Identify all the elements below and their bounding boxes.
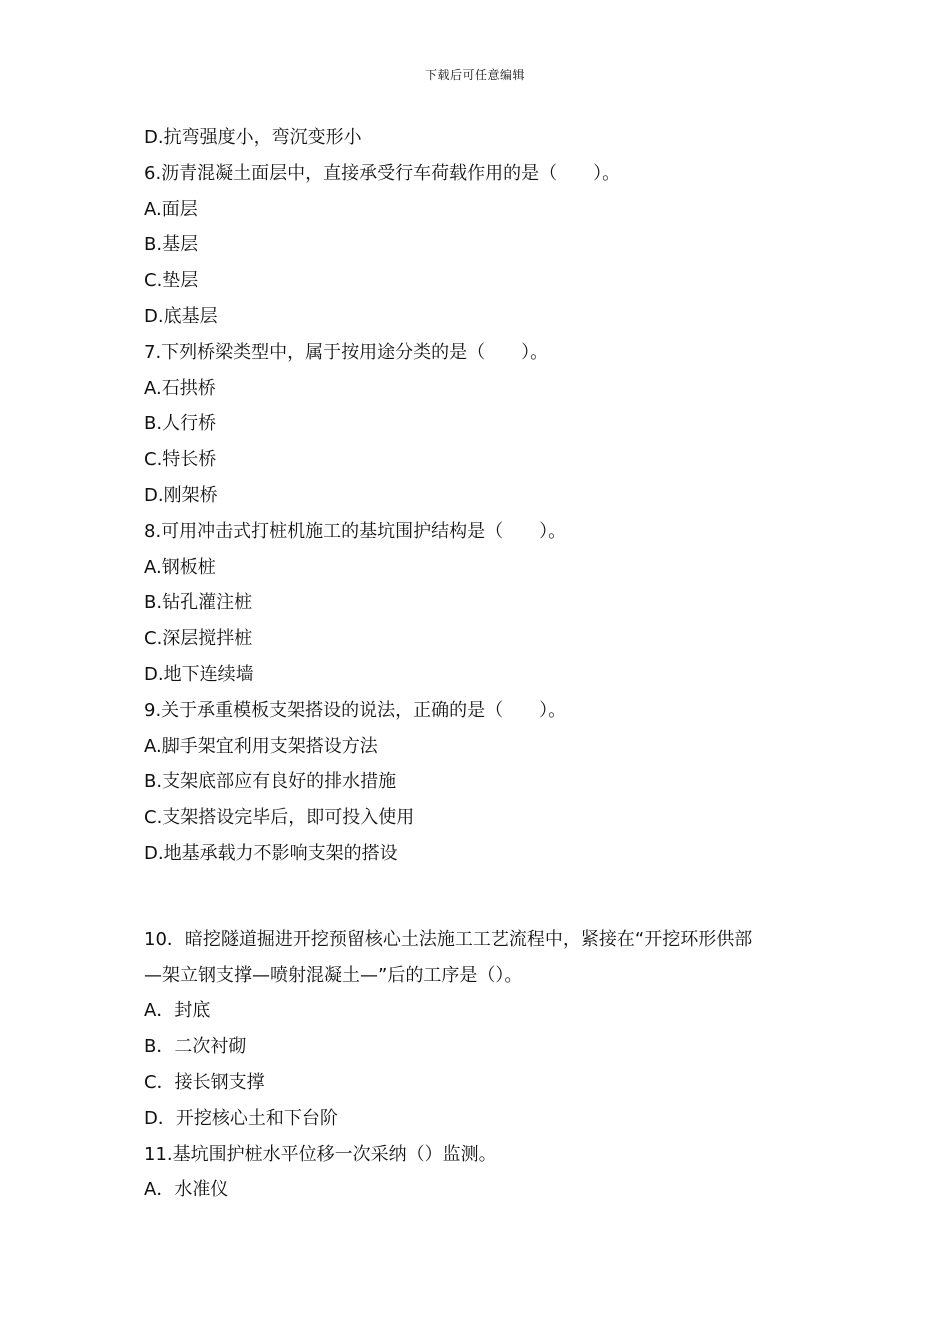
option-line: A．水准仪 (144, 1179, 229, 1201)
option-line: D.刚架桥 (144, 484, 218, 506)
question-7: 7.下列桥梁类型中，属于按用途分类的是（ ）。 (144, 341, 549, 363)
text-line: D.抗弯强度小，弯沉变形小 (144, 127, 362, 148)
option-line: C.垫层 (144, 270, 199, 292)
option-line: D.地基承载力不影响支架的搭设 (144, 842, 398, 864)
question-10-continued: —架立钢支撑—喷射混凝土—”后的工序是（）。 (144, 964, 523, 986)
option-line: C.特长桥 (144, 449, 217, 471)
option-line: D．开挖核心土和下台阶 (144, 1107, 338, 1129)
option-line: C．接长钢支撑 (144, 1071, 265, 1093)
option-line: A.面层 (144, 198, 198, 220)
option-line: B.基层 (144, 234, 199, 256)
question-8: 8.可用冲击式打桩机施工的基坑围护结构是（ ）。 (144, 520, 567, 542)
question-block-2 (144, 922, 824, 1208)
question-block-1 (144, 120, 824, 872)
question-6: 6.沥青混凝土面层中，直接承受行车荷载作用的是（ ）。 (144, 162, 621, 184)
option-line: C.深层搅拌桩 (144, 628, 253, 650)
option-line: D.地下连续墙 (144, 663, 254, 685)
paragraph-gap (144, 872, 824, 922)
document-body (144, 120, 824, 1208)
option-line: C.支架搭设完毕后，即可投入使用 (144, 807, 415, 829)
option-line: B．二次衬砌 (144, 1036, 247, 1058)
question-10: 10．暗挖隧道掘进开挖预留核心土法施工工艺流程中，紧接在“开挖环形供部 (144, 928, 753, 950)
question-11: 11.基坑围护桩水平位移一次采纳（）监测。 (144, 1143, 497, 1165)
option-line: A．封底 (144, 1000, 211, 1022)
option-line: A.石拱桥 (144, 377, 216, 399)
question-9: 9.关于承重模板支架搭设的说法，正确的是（ ）。 (144, 699, 567, 721)
option-line: D.底基层 (144, 305, 218, 327)
option-line: B.支架底部应有良好的排水措施 (144, 771, 397, 793)
option-line: B.钻孔灌注桩 (144, 592, 253, 614)
option-line: B.人行桥 (144, 413, 217, 435)
page-header: 下载后可任意编辑 (424, 68, 525, 82)
option-line: A.脚手架宜利用支架搭设方法 (144, 735, 378, 757)
option-line: A.钢板桩 (144, 556, 216, 578)
